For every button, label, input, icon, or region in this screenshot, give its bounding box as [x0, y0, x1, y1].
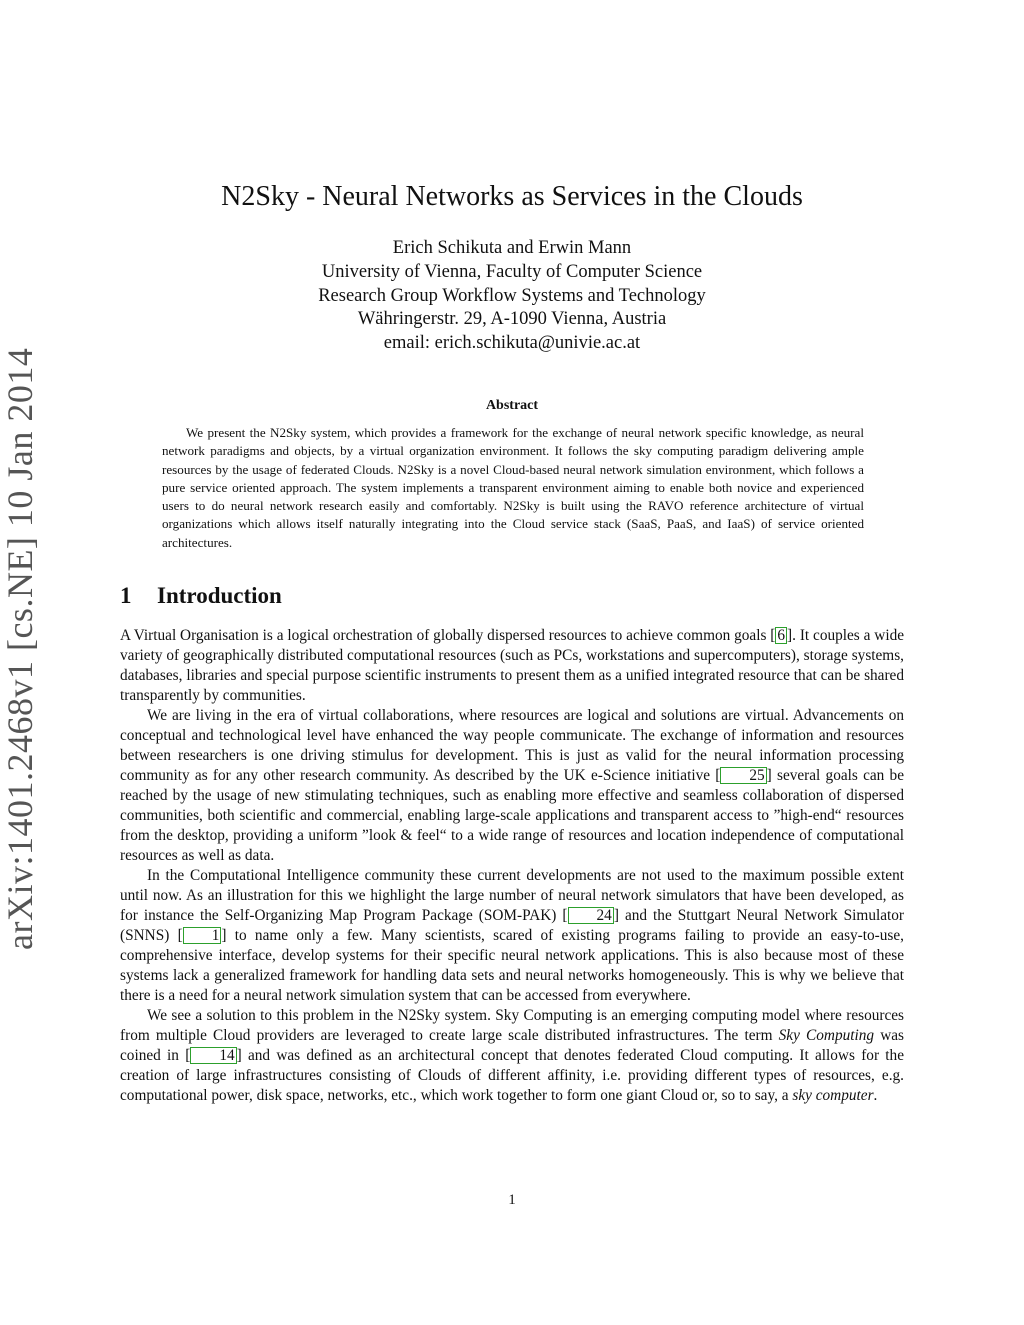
- citation-link[interactable]: 1: [183, 927, 222, 944]
- introduction-body: [120, 626, 904, 1106]
- postal-address: Währingerstr. 29, A-1090 Vienna, Austria: [357, 309, 667, 330]
- citation-link[interactable]: 14: [190, 1047, 236, 1064]
- section-heading-introduction: [120, 582, 282, 610]
- abstract-heading: Abstract: [485, 398, 539, 413]
- emphasis-term: sky computer: [792, 1087, 874, 1104]
- paragraph-3: In the Computational Intelligence community these current developments are not used to the maximum possible extent until now. As an illustration for this we highlight the large number of neural network simulators that have been developed, as for instance the Self-Organizing Map Program Package (SOM-PAK) [ 24 ] and the Stuttgart Neural Network Simulator (SNNS) [ 1 ] to name only a few. Many scientists, scared of existing programs failing to provide an easy-to-use, comprehensive interface, develop systems for their specific neural network applications. This is also because most of these systems lack a generalized framework for handling data sets and neural networks homogeneously. This is why we believe that there is a need for a neural network simulation system that can be accessed from everywhere.: [120, 867, 905, 1004]
- author-names: Erich Schikuta and Erwin Mann: [392, 238, 632, 258]
- abstract-text: We present the N2Sky system, which provides a framework for the exchange of neural network specific knowledge, as neural network paradigms and objects, by a virtual organization environment. It follows the sky computing paradigm delivering ample resources by the usage of federated Clouds. N2Sky is a novel Cloud-based neural network simulation environment, which follows a pure service oriented approach. The system implements a transparent environment aiming to enable both novice and experienced users to do neural network research easily and comfortably. N2Sky is built using the RAVO reference architecture of virtual organizations which allows itself naturally integrating into the Cloud service stack (SaaS, PaaS, and IaaS) of service oriented architectures.: [162, 425, 864, 550]
- citation-link[interactable]: 24: [568, 907, 614, 924]
- section-title: Introduction: [157, 583, 282, 608]
- arxiv-identifier-stamp: arXiv:1401.2468v1 [cs.NE] 10 Jan 2014: [0, 347, 40, 950]
- emphasis-term: Sky Computing: [778, 1027, 875, 1044]
- paper-title: N2Sky - Neural Networks as Services in the Clouds: [221, 181, 803, 212]
- page-number: 1: [508, 1192, 516, 1208]
- paragraph-2: We are living in the era of virtual collaborations, where resources are logical and solutions are virtual. Advancements on conceptual and technological level have enhanced the way people communicate. The exchange of information and resources between researchers is one driving stimulus for development. This is just as valid for the neural information processing community as for any other research community. As described by the UK e-Science initiative [ 25 ] several goals can be reached by the usage of new stimulating techniques, such as enabling more effective and seamless collaboration of dispersed communities, both scientific and commercial, enabling large-scale applications and transparent access to ”high-end“ resources from the desktop, providing a uniform ”look & feel“ to a wide range of resources and location independence of computational resources as well as data.: [120, 707, 904, 864]
- section-number: 1: [120, 583, 132, 608]
- author-block: [0, 237, 1024, 356]
- author-email: email: erich.schikuta@univie.ac.at: [383, 333, 641, 354]
- citation-link[interactable]: 6: [777, 627, 786, 644]
- paragraph-4: We see a solution to this problem in the N2Sky system. Sky Computing is an emerging computing model where resources from multiple Cloud providers are leveraged to create large scale distributed infrastructures. The term Sky Computing was coined in [ 14 ] and was defined as an architectural concept that denotes federated Cloud computing. It allows for the creation of large infrastructures consisting of Clouds of different affinity, i.e. providing different types of resources, e.g. computational power, disk space, networks, etc., which work together to form one giant Cloud or, so to say, a sky computer.: [120, 1007, 904, 1104]
- paragraph-1: A Virtual Organisation is a logical orchestration of globally dispersed resources to achieve common goals [ 6 ]. It couples a wide variety of geographically distributed computational resources (such as PCs, workstations and supercomputers), storage systems, databases, libraries and special purpose scientific instruments to present them as a unified integrated resource that can be shared transparently by communities.: [120, 627, 905, 704]
- abstract-body: [162, 424, 864, 552]
- affiliation-group: Research Group Workflow Systems and Technology: [318, 285, 706, 306]
- citation-link[interactable]: 25: [720, 767, 766, 784]
- affiliation-university: University of Vienna, Faculty of Computer Science: [321, 261, 703, 282]
